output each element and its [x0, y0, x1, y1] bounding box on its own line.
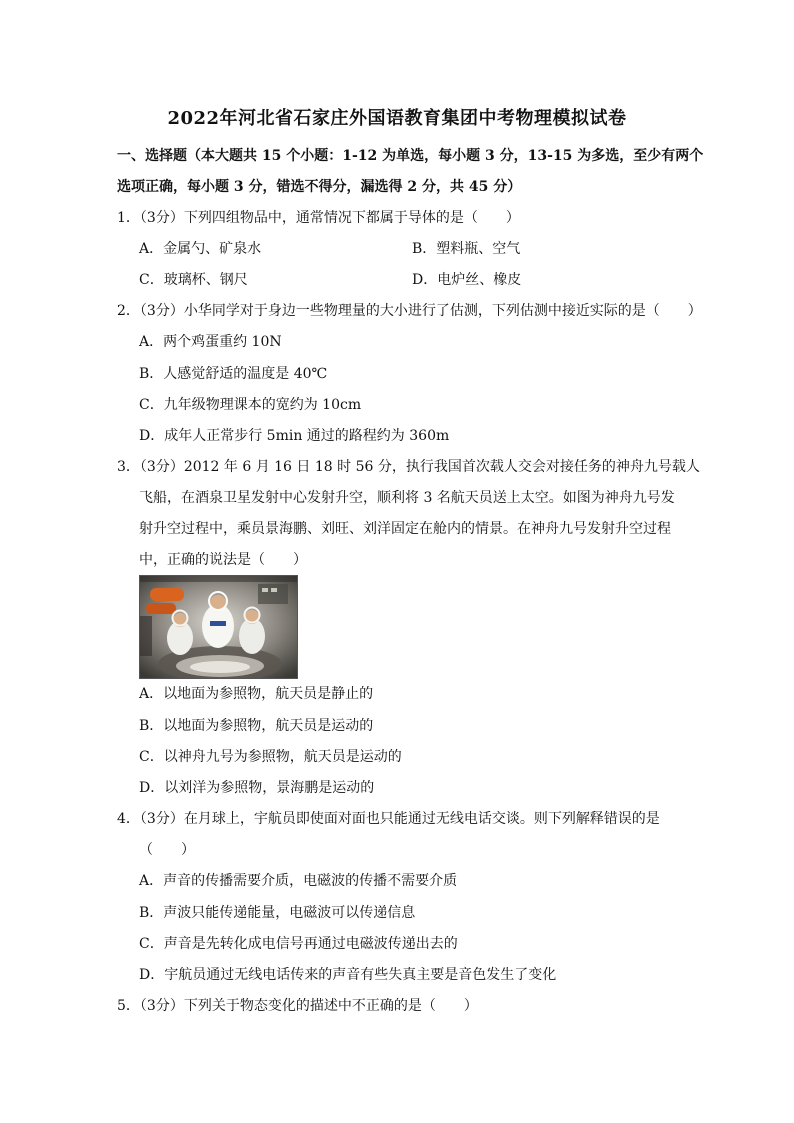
section-heading-line2: 选项正确，每小题 3 分，错选不得分，漏选得 2 分，共 45 分）: [117, 179, 522, 195]
question-1-stem: 1．（3分）下列四组物品中，通常情况下都属于导体的是（ ）: [117, 210, 520, 226]
question-4-option-a: A．声音的传播需要介质，电磁波的传播不需要介质: [139, 873, 458, 889]
question-1-option-a: A．金属勺、矿泉水: [139, 241, 262, 257]
question-2-stem: 2．（3分）小华同学对于身边一些物理量的大小进行了估测，下列估测中接近实际的是（ ）: [117, 303, 702, 319]
question-1-option-b: B．塑料瓶、空气: [412, 241, 521, 257]
question-3-option-a: A．以地面为参照物，航天员是静止的: [139, 686, 374, 702]
question-3-option-d: D．以刘洋为参照物，景海鹏是运动的: [139, 780, 375, 796]
question-2-option-a: A．两个鸡蛋重约 10N: [139, 334, 282, 350]
question-3-option-b: B．以地面为参照物，航天员是运动的: [139, 718, 374, 734]
question-1-option-c: C．玻璃杯、钢尺: [139, 272, 248, 288]
question-3-stem-line1: 3．（3分）2012 年 6 月 16 日 18 时 56 分，执行我国首次载人交会对接任务的神舟九号载人: [117, 459, 700, 475]
question-2-option-d: D．成年人正常步行 5min 通过的路程约为 360m: [139, 428, 450, 444]
question-2-option-b: B．人感觉舒适的温度是 40℃: [139, 366, 328, 382]
question-4-option-b: B．声波只能传递能量，电磁波可以传递信息: [139, 905, 416, 921]
question-4-stem-line1: 4．（3分）在月球上，宇航员即使面对面也只能通过无线电话交谈。则下列解释错误的是: [117, 811, 660, 827]
question-3-stem-line2: 飞船，在酒泉卫星发射中心发射升空，顺利将 3 名航天员送上太空。如图为神舟九号发: [139, 490, 675, 506]
page-title: 2022年河北省石家庄外国语教育集团中考物理模拟试卷: [167, 108, 627, 129]
section-heading-line1: 一、选择题（本大题共 15 个小题：1-12 为单选，每小题 3 分，13-15 为多选，至少有两个: [117, 148, 704, 164]
question-4-stem-line2: （ ）: [139, 842, 195, 858]
question-3-stem-line3: 射升空过程中，乘员景海鹏、刘旺、刘洋固定在舱内的情景。在神舟九号发射升空过程: [139, 521, 671, 537]
question-1-option-d: D．电炉丝、橡皮: [412, 272, 522, 288]
astronauts-cabin-photo: [139, 575, 298, 679]
question-5-stem: 5．（3分）下列关于物态变化的描述中不正确的是（ ）: [117, 998, 478, 1014]
question-3-stem-line4: 中，正确的说法是（ ）: [139, 552, 307, 568]
question-4-option-c: C．声音是先转化成电信号再通过电磁波传递出去的: [139, 936, 458, 952]
question-3-option-c: C．以神舟九号为参照物，航天员是运动的: [139, 749, 402, 765]
question-4-option-d: D．宇航员通过无线电话传来的声音有些失真主要是音色发生了变化: [139, 967, 557, 983]
question-2-option-c: C．九年级物理课本的宽约为 10cm: [139, 397, 362, 413]
